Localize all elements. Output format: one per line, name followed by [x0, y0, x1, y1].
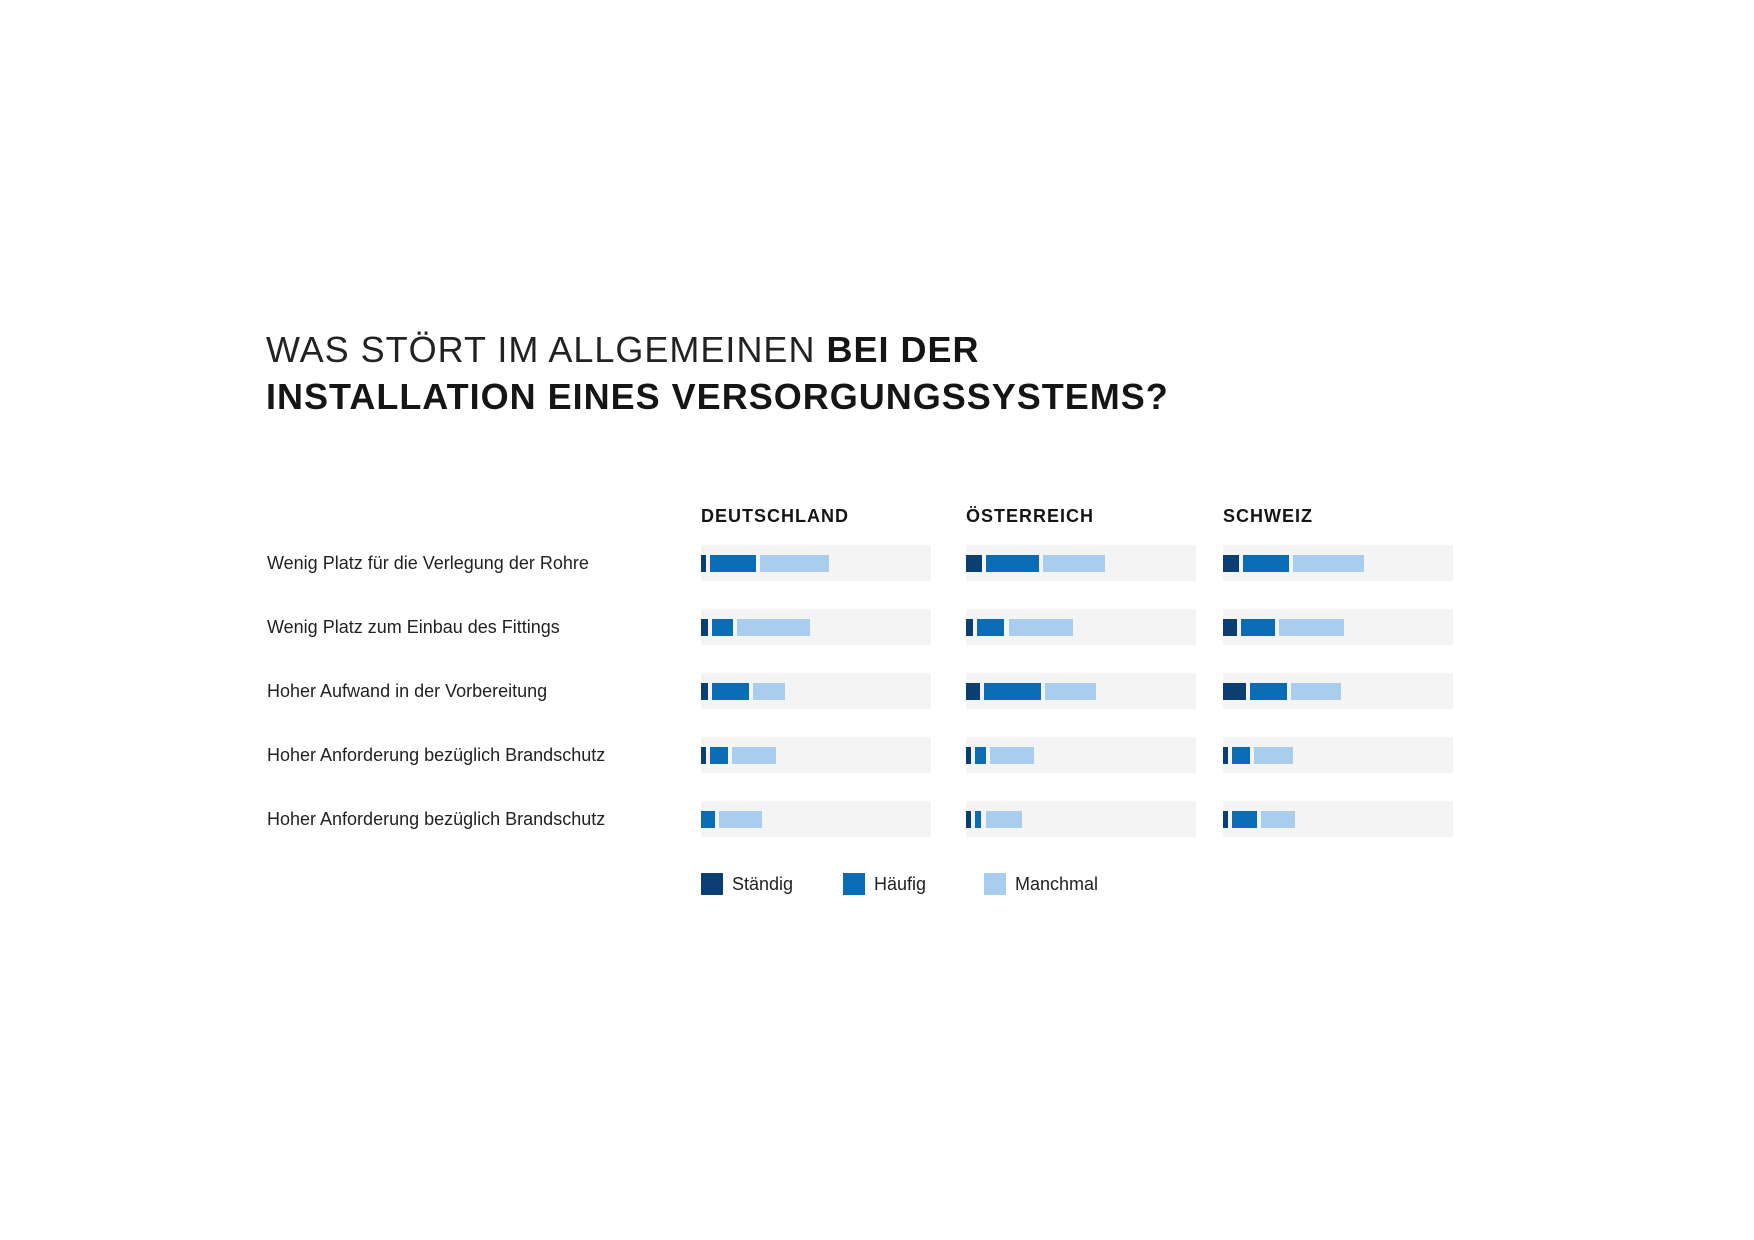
bar-track	[701, 673, 931, 709]
legend-label: Manchmal	[1015, 874, 1099, 894]
bar-häufig	[986, 555, 1039, 572]
bar-track	[966, 545, 1196, 581]
bar-track	[701, 545, 931, 581]
bar-häufig	[975, 747, 987, 764]
category-label: Hoher Anforderung bezüglich Brandschutz	[267, 809, 606, 829]
bar-manchmal	[990, 747, 1034, 764]
bar-ständig	[966, 619, 973, 636]
category-label: Wenig Platz für die Verlegung der Rohre	[267, 553, 589, 573]
bar-häufig	[701, 811, 715, 828]
bar-häufig	[977, 619, 1005, 636]
category-label: Hoher Anforderung bezüglich Brandschutz	[267, 745, 606, 765]
bar-track	[966, 737, 1196, 773]
legend-swatch	[843, 873, 865, 895]
bar-ständig	[1223, 811, 1228, 828]
bar-manchmal	[1009, 619, 1073, 636]
title-bold-part-2: INSTALLATION EINES VERSORGUNGSSYSTEMS?	[266, 376, 1169, 417]
legend-swatch	[984, 873, 1006, 895]
bar-manchmal	[1293, 555, 1364, 572]
bar-manchmal	[732, 747, 776, 764]
bar-track	[966, 801, 1196, 837]
bar-häufig	[1250, 683, 1287, 700]
bar-häufig	[1241, 619, 1276, 636]
bar-manchmal	[1279, 619, 1343, 636]
bar-manchmal	[1043, 555, 1105, 572]
bar-manchmal	[1045, 683, 1096, 700]
chart-title	[266, 326, 1266, 420]
legend-label: Ständig	[732, 874, 794, 894]
bar-manchmal	[760, 555, 829, 572]
bar-ständig	[966, 747, 971, 764]
bar-ständig	[701, 747, 706, 764]
bar-track	[701, 609, 931, 645]
bar-ständig	[966, 555, 982, 572]
bar-häufig	[710, 747, 728, 764]
bar-häufig	[984, 683, 1042, 700]
bar-ständig	[701, 619, 708, 636]
bar-häufig	[1243, 555, 1289, 572]
bar-track	[1223, 737, 1453, 773]
bar-manchmal	[737, 619, 811, 636]
bar-track	[1223, 801, 1453, 837]
legend-label: Häufig	[874, 874, 927, 894]
bar-track	[701, 801, 931, 837]
title-bold-part-1: BEI DER	[826, 329, 980, 370]
bar-track	[701, 737, 931, 773]
bar-ständig	[701, 683, 708, 700]
panel-header-2: SCHWEIZ	[1223, 506, 1313, 526]
panel-header-1: ÖSTERREICH	[966, 506, 1095, 526]
bar-track	[966, 609, 1196, 645]
bar-manchmal	[1261, 811, 1296, 828]
bar-ständig	[1223, 683, 1246, 700]
bar-häufig	[712, 619, 733, 636]
bar-track	[1223, 609, 1453, 645]
bar-ständig	[966, 683, 980, 700]
panel-header-0: DEUTSCHLAND	[701, 506, 849, 526]
bar-häufig	[710, 555, 756, 572]
bar-manchmal	[719, 811, 763, 828]
category-label: Hoher Aufwand in der Vorbereitung	[267, 681, 548, 701]
bar-manchmal	[1291, 683, 1342, 700]
bar-track	[1223, 673, 1453, 709]
bar-häufig	[975, 811, 982, 828]
bar-ständig	[966, 811, 971, 828]
bar-häufig	[712, 683, 749, 700]
bar-manchmal	[986, 811, 1023, 828]
bar-manchmal	[753, 683, 785, 700]
title-light-part: WAS STÖRT IM ALLGEMEINEN	[266, 329, 816, 370]
bar-ständig	[1223, 619, 1237, 636]
bar-track	[966, 673, 1196, 709]
bar-manchmal	[1254, 747, 1293, 764]
bar-track	[1223, 545, 1453, 581]
bar-häufig	[1232, 747, 1250, 764]
category-label: Wenig Platz zum Einbau des Fittings	[267, 617, 560, 637]
bar-ständig	[701, 555, 706, 572]
bar-ständig	[1223, 555, 1239, 572]
legend-swatch	[701, 873, 723, 895]
bar-häufig	[1232, 811, 1257, 828]
bar-ständig	[1223, 747, 1228, 764]
